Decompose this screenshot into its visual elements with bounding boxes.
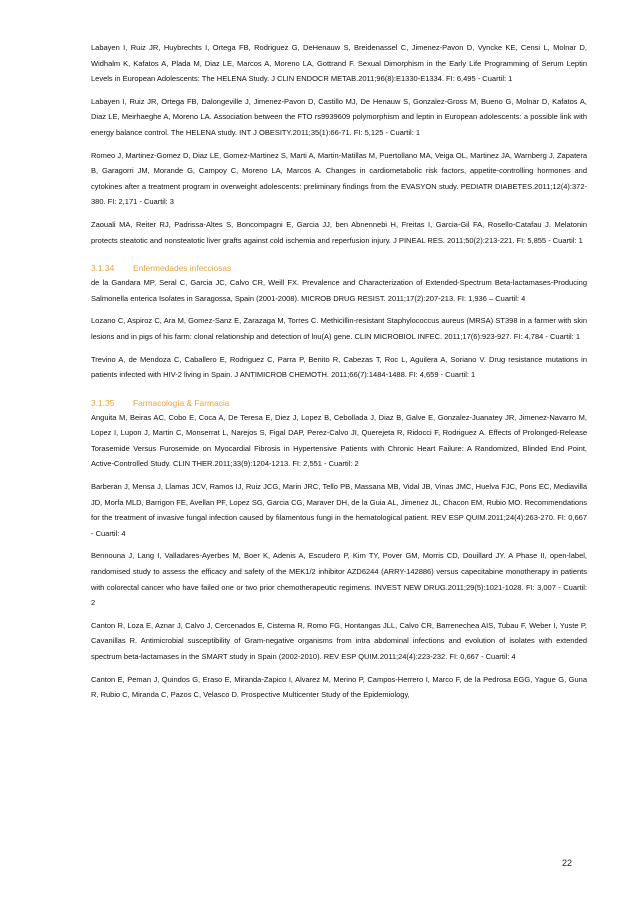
reference-entry: Bennouna J, Lang I, Valladares-Ayerbes M, Boer K, Adenis A, Escudero P, Kim TY, Pover GM, Morris CD, Douillard JY. A Phase II, open-label, randomised study to assess the efficacy and safety of the MEK1/2 inhibitor AZD6244 (ARRY-142886) versus capecitabine monotherapy in patients with colorectal cancer who have failed one or two prior chemotherapeutic regimens. INVEST NEW DRUG.2011;29(5):1021-1028. FI: 3,007 - Cuartil: 2	[91, 551, 587, 608]
page-content	[91, 40, 587, 710]
section-title: Farmacología & Farmacia	[133, 397, 230, 408]
reference-entry: Canton E, Peman J, Quindos G, Eraso E, Miranda-Zapico I, Alvarez M, Merino P, Campos-Herrero I, Marco F, de la Pedrosa EGG, Yague G, Guna R, Rubio C, Miranda C, Pazos C, Velasco D. Prospective Multicenter Study of the Epidemiology,	[91, 674, 587, 700]
reference-entry: Trevino A, de Mendoza C, Caballero E, Rodriguez C, Parra P, Benito R, Cabezas T, Roc L, Aguilera A, Soriano V. Drug resistance mutations in patients infected with HIV-2 living in Spain. J ANTIMICROB CHEMOTH. 2011;66(7):1484-1488. FI: 4,659 - Cuartil: 1	[91, 354, 587, 380]
section-heading-infectious-diseases	[91, 261, 587, 275]
reference-entry: de la Gandara MP, Seral C, Garcia JC, Calvo CR, Weill FX. Prevalence and Characterization of Extended-Spectrum Beta-lactamases-Producing Salmonella enterica Isolates in Saragossa, Spain (2001-2008). MICROB DRUG RESIST. 2011;17(2):207-213. FI: 1,936 – Cuartil: 4	[91, 278, 587, 303]
reference-entry: Labayen I, Ruiz JR, Ortega FB, Dalongeville J, Jimenez-Pavon D, Castillo MJ, De Henauw S, Gonzalez-Gross M, Bueno G, Molnar D, Kafatos A, Diaz LE, Meirhaeghe A, Moreno LA. Association between the FTO rs9939609 polymorphism and leptin in European adolescents: a possible link with energy balance control. The HELENA study. INT J OBESITY.2011;35(1):66-71. FI: 5,125 - Cuartil: 1	[91, 96, 587, 137]
reference-entry: Canton R, Loza E, Aznar J, Calvo J, Cercenados E, Cisterna R, Romo FG, Hontangas JLL, Calvo CR, Barrenechea AIS, Tubau F, Weber I, Yuste P, Cavanillas R. Antimicrobial susceptibility of Gram-negative organisms from intra abdominal infections and evolution of isolates with extended spectrum beta-lactamases in the SMART study in Spain (2002-2010). REV ESP QUIM.2011;24(4):223-232. FI: 0,667 - Cuartil: 4	[91, 620, 587, 661]
section-title: Enfermedades infecciosas	[133, 263, 232, 274]
reference-entry: Anguita M, Beiras AC, Cobo E, Coca A, De Teresa E, Diez J, Lopez B, Cebollada J, Diaz B, Galve E, Gonzalez-Juanatey JR, Jimenez-Navarro M, Lopez I, Lupon J, Martin C, Monserrat L, Narejos S, Figal DAP, Perez-Calvo JI, Querejeta R, Ridocci F, Rodriguez A. Effects of Prolonged-Release Torasemide Versus Furosemide on Myocardial Fibrosis in Hypertensive Patients with Chronic Heart Failure: A Randomized, Blinded End Point, Active-Controlled Study. CLIN THER.2011;33(9):1204-1213. FI: 2,551 - Cuartil: 2	[91, 412, 587, 469]
reference-entry: Romeo J, Martinez-Gomez D, Diaz LE, Gomez-Martinez S, Marti A, Martin-Matillas M, Puertollano MA, Veiga OL, Martinez JA, Warnberg J, Zapatera B, Garagorri JM, Morande G, Campoy C, Moreno LA, Marcos A. Changes in cardiometabolic risk factors, appetite-controlling hormones and cytokines after a treatment program in overweight adolescents: preliminary findings from the EVASYON study. PEDIATR DIABETES.2011;12(4):372-380. FI: 2,171 - Cuartil: 3	[91, 150, 587, 207]
reference-entry: Barberan J, Mensa J, Llamas JCV, Ramos IJ, Ruiz JCG, Marin JRC, Tello PB, Massana MB, Vidal JB, Vinas JMC, Huelva FJC, Pons EC, Mediavilla JD, Morfa MLD, Barrigon FE, Avellan PF, Lopez SG, Garcia CG, Maraver DH, de la Guia AL, Jimenez JL, Chacon EM, Rubio MO. Recommendations for the treatment of invasive fungal infection caused by filamentous fungi in the hematological patient. REV ESP QUIM.2011;24(4):263-270. FI: 0,667 - Cuartil: 4	[91, 482, 587, 538]
section-number: 3.1.35	[91, 397, 115, 408]
section-number: 3.1.34	[91, 263, 115, 274]
page-number: 22	[562, 858, 573, 868]
reference-entry: Zaouali MA, Reiter RJ, Padrissa-Altes S, Boncompagni E, Garcia JJ, ben Abnennebi H, Freitas I, Garcia-Gil FA, Rosello-Catafau J. Melatonin protects steatotic and nonsteatotic liver grafts against cold ischemia and reperfusion injury. J PINEAL RES. 2011;50(2):213-221. FI: 5,855 - Cuartil: 1	[91, 219, 587, 245]
section-heading-pharmacology	[91, 396, 587, 410]
reference-entry: Labayen I, Ruiz JR, Huybrechts I, Ortega FB, Rodriguez G, DeHenauw S, Breidenassel C, Jimenez-Pavon D, Vyncke KE, Censi L, Molnar D, Widhalm K, Kafatos A, Plada M, Diaz LE, Marcos A, Moreno LA, Gottrand F. Sexual Dimorphism in the Early Life Programming of Serum Leptin Levels in European Adolescents: The HELENA Study. J CLIN ENDOCR METAB.2011;96(8):E1330-E1334. FI: 6,495 - Cuartil: 1	[91, 43, 587, 84]
reference-entry: Lozano C, Aspiroz C, Ara M, Gomez-Sanz E, Zarazaga M, Torres C. Methicillin-resistant Staphylococcus aureus (MRSA) ST398 in a farmer with skin lesions and in pigs of his farm: clonal relationship and detection of lnu(A) gene. CLIN MICROBIOL INFEC. 2011;17(6):923-927. FI: 4,784 - Cuartil: 1	[91, 316, 587, 341]
